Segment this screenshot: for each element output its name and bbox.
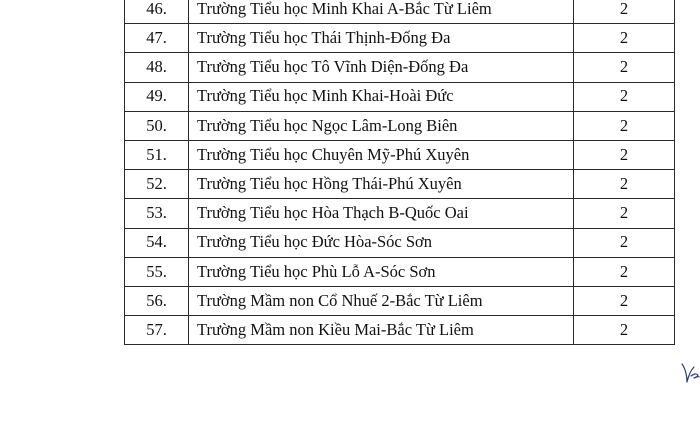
table-row: [125, 111, 675, 140]
row-number-cell: 48.: [125, 53, 189, 82]
school-name-cell: Trường Tiểu học Hồng Thái-Phú Xuyên: [189, 170, 574, 199]
row-number-cell: 50.: [125, 111, 189, 140]
quantity-cell: 2: [574, 140, 675, 169]
quantity-cell: 2: [574, 286, 675, 315]
row-number-cell: 46.: [125, 0, 189, 24]
quantity-cell: 2: [574, 316, 675, 345]
quantity-cell: 2: [574, 228, 675, 257]
row-number-cell: 49.: [125, 82, 189, 111]
table-row: [125, 228, 675, 257]
table-row: [125, 316, 675, 345]
school-name-cell: Trường Tiểu học Ngọc Lâm-Long Biên: [189, 111, 574, 140]
row-number-cell: 47.: [125, 24, 189, 53]
school-name-cell: Trường Mầm non Cổ Nhuế 2-Bắc Từ Liêm: [189, 286, 574, 315]
table-row: [125, 199, 675, 228]
school-name-cell: Trường Tiểu học Thái Thịnh-Đống Đa: [189, 24, 574, 53]
table-row: [125, 286, 675, 315]
table-row: [125, 82, 675, 111]
quantity-cell: 2: [574, 199, 675, 228]
quantity-cell: 2: [574, 111, 675, 140]
table-row: [125, 170, 675, 199]
quantity-cell: 2: [574, 257, 675, 286]
row-number-cell: 57.: [125, 316, 189, 345]
table-row: [125, 24, 675, 53]
school-name-cell: Trường Tiểu học Minh Khai-Hoài Đức: [189, 82, 574, 111]
row-number-cell: 52.: [125, 170, 189, 199]
school-name-cell: Trường Tiểu học Minh Khai A-Bắc Từ Liêm: [189, 0, 574, 24]
school-name-cell: Trường Tiểu học Đức Hòa-Sóc Sơn: [189, 228, 574, 257]
quantity-cell: 2: [574, 0, 675, 24]
school-name-cell: Trường Tiểu học Phù Lỗ A-Sóc Sơn: [189, 257, 574, 286]
quantity-cell: 2: [574, 82, 675, 111]
table-body: [125, 0, 675, 345]
row-number-cell: 54.: [125, 228, 189, 257]
school-name-cell: Trường Tiểu học Chuyên Mỹ-Phú Xuyên: [189, 140, 574, 169]
school-name-cell: Trường Mầm non Kiều Mai-Bắc Từ Liêm: [189, 316, 574, 345]
handwritten-initials-icon: [681, 360, 700, 386]
school-name-cell: Trường Tiểu học Hòa Thạch B-Quốc Oai: [189, 199, 574, 228]
row-number-cell: 53.: [125, 199, 189, 228]
table-row: [125, 0, 675, 24]
table-row: [125, 140, 675, 169]
quantity-cell: 2: [574, 170, 675, 199]
table-row: [125, 257, 675, 286]
school-name-cell: Trường Tiểu học Tô Vĩnh Diện-Đống Đa: [189, 53, 574, 82]
school-list-table: [124, 0, 675, 345]
table-row: [125, 53, 675, 82]
quantity-cell: 2: [574, 24, 675, 53]
quantity-cell: 2: [574, 53, 675, 82]
row-number-cell: 51.: [125, 140, 189, 169]
row-number-cell: 56.: [125, 286, 189, 315]
row-number-cell: 55.: [125, 257, 189, 286]
